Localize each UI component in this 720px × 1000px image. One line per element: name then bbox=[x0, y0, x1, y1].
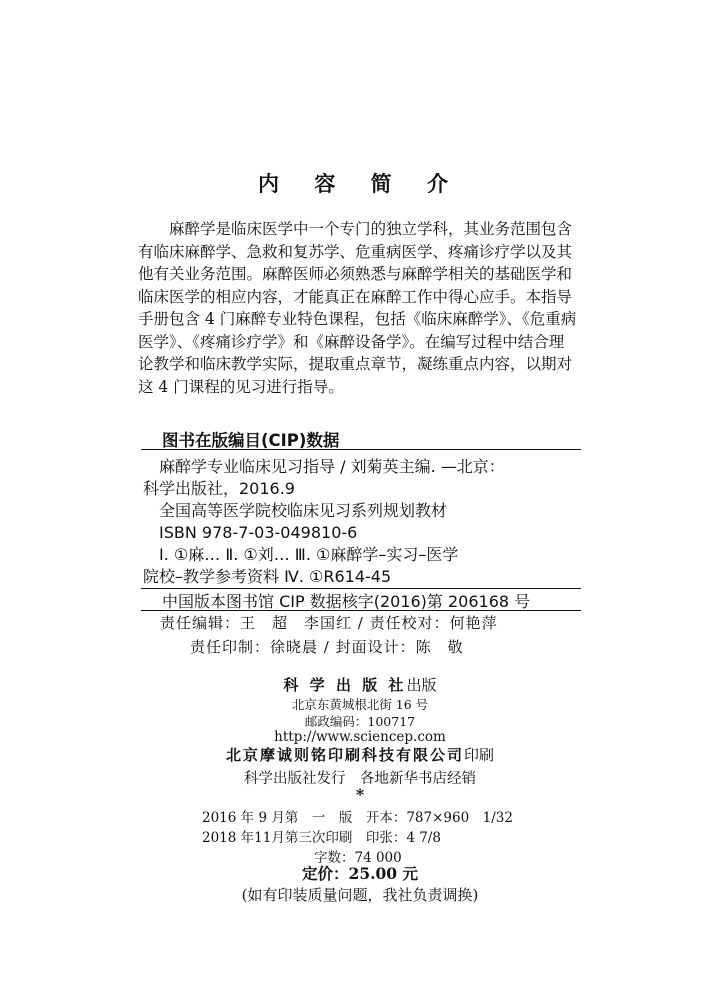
printing-line: 2018 年11月第三次印刷 印张：4 7/8 bbox=[202, 830, 441, 846]
printer-suffix: 印刷 bbox=[464, 746, 495, 764]
cip-line: 全国高等医学院校临床见习系列规划教材 bbox=[143, 501, 448, 520]
distribution-line: 科学出版社发行 各地新华书店经销 bbox=[244, 771, 476, 787]
summary-line: 有临床麻醉学、急救和复苏学、危重病医学、疼痛诊疗学以及其 bbox=[138, 242, 573, 261]
cip-title: 图书在版编目(CIP)数据 bbox=[162, 431, 340, 450]
quality-notice: (如有印装质量问题，我社负责调换) bbox=[241, 886, 479, 904]
printer-name: 北京摩诚则铭印刷科技有限公司 bbox=[225, 746, 464, 764]
summary-line: 麻醉学是临床医学中一个专门的独立学科，其业务范围包含 bbox=[138, 220, 573, 238]
cip-line: ISBN 978-7-03-049810-6 bbox=[143, 523, 358, 542]
cip-line: 麻醉学专业临床见习指导 / 刘菊英主编. —北京： bbox=[143, 457, 505, 476]
cip-top-rule bbox=[141, 449, 581, 450]
summary-line: 他有关业务范围。麻醉医师必须熟悉与麻醉学相关的基础医学和 bbox=[138, 265, 573, 283]
separator-star: * bbox=[355, 785, 365, 804]
cip-record-number: 中国版本图书馆 CIP 数据核字(2016)第 206168 号 bbox=[162, 592, 531, 611]
printer-line bbox=[0, 744, 720, 765]
price: 定价：25.00 元 bbox=[302, 864, 418, 883]
publisher-website: http://www.sciencep.com bbox=[274, 729, 446, 745]
summary-line: 医学》、《疼痛诊疗学》和《麻醉设备学》。在编写过程中结合理 bbox=[138, 332, 565, 351]
summary-paragraph bbox=[138, 218, 577, 398]
publisher-name: 科 学 出 版 社 bbox=[283, 676, 407, 694]
edition-line: 2016 年 9 月第 一 版 开本：787×960 1/32 bbox=[202, 810, 513, 826]
page-title: 内 容 简 介 bbox=[258, 171, 462, 196]
publisher-postcode: 邮政编码：100717 bbox=[304, 714, 416, 729]
summary-line: 临床医学的相应内容，才能真正在麻醉工作中得心应手。本指导 bbox=[138, 287, 573, 306]
cip-line: Ⅰ. ①麻… Ⅱ. ①刘… Ⅲ. ①麻醉学–实习–医学 bbox=[143, 545, 459, 564]
summary-line: 这 4 门课程的见习进行指导。 bbox=[138, 377, 344, 396]
summary-line: 手册包含 4 门麻醉专业特色课程，包括《临床麻醉学》、《危重病 bbox=[138, 310, 577, 328]
cip-bottom-rule bbox=[141, 610, 581, 611]
credits-editors: 责任编辑：王 超 李国红 / 责任校对：何艳萍 bbox=[160, 614, 498, 632]
cip-line: 院校–教学参考资料 Ⅳ. ①R614-45 bbox=[143, 567, 392, 586]
cip-line: 科学出版社，2016.9 bbox=[143, 479, 295, 498]
credits-production: 责任印制：徐晓晨 / 封面设计：陈 敬 bbox=[190, 638, 464, 656]
publisher-suffix: 出版 bbox=[406, 676, 437, 694]
publisher-line bbox=[0, 674, 720, 695]
publisher-address: 北京东黄城根北街 16 号 bbox=[291, 697, 429, 712]
word-count: 字数：74 000 bbox=[314, 850, 402, 866]
summary-line: 论教学和临床教学实际，提取重点章节，凝练重点内容，以期对 bbox=[138, 355, 573, 373]
